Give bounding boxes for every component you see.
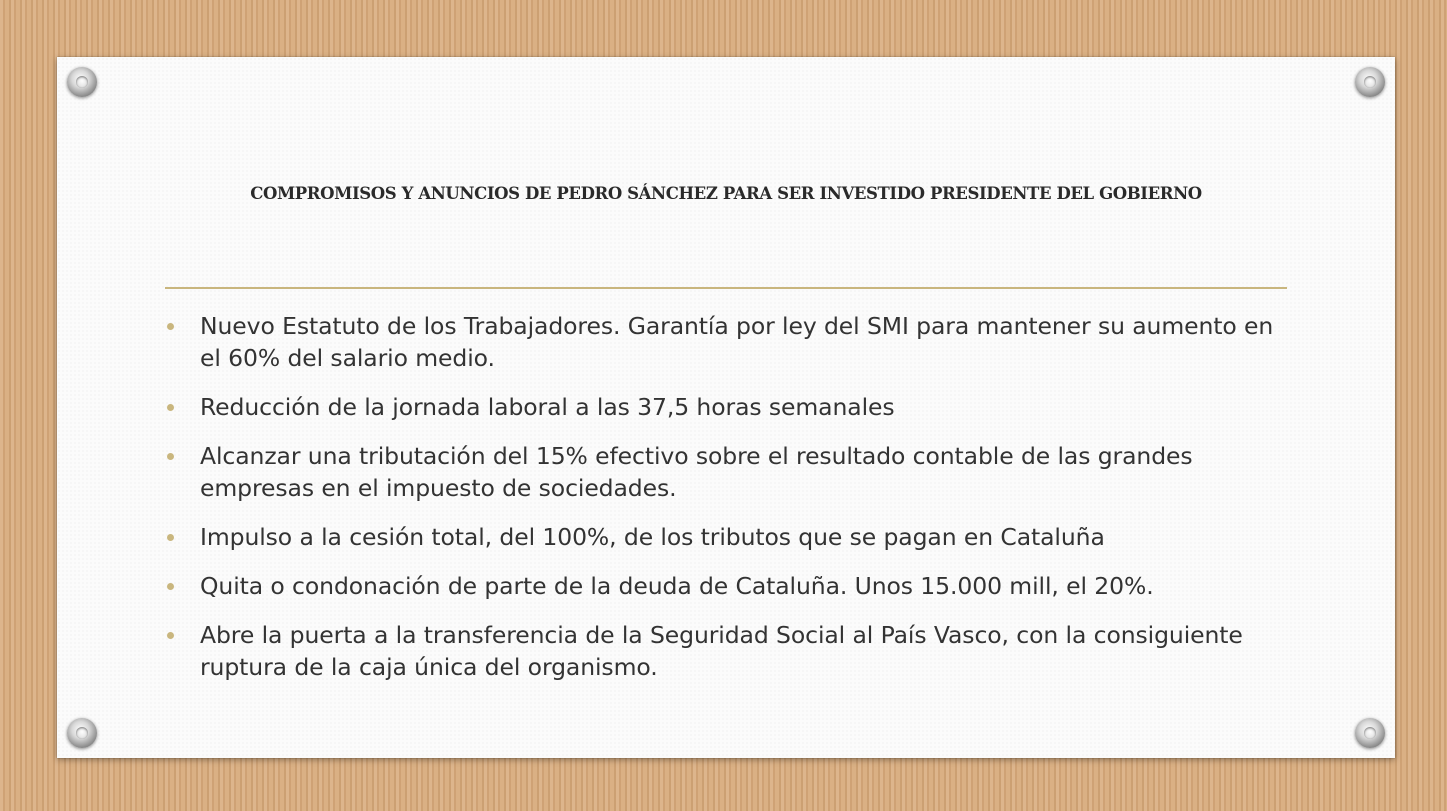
bullet-icon xyxy=(167,453,174,460)
grommet-icon xyxy=(1355,67,1385,97)
slide-card xyxy=(57,57,1395,758)
list-item xyxy=(165,310,1295,374)
slide-title: COMPROMISOS Y ANUNCIOS DE PEDRO SÁNCHEZ PARA SER INVESTIDO PRESIDENTE DEL GOBIERNO xyxy=(250,184,1202,203)
bullet-icon xyxy=(167,404,174,411)
grommet-icon xyxy=(1355,718,1385,748)
list-item-text: Reducción de la jornada laboral a las 37,5 horas semanales xyxy=(200,393,895,421)
bullet-icon xyxy=(167,534,174,541)
bullet-icon xyxy=(167,632,174,639)
list-item xyxy=(165,570,1295,602)
bullet-icon xyxy=(167,323,174,330)
list-item-text: Abre la puerta a la transferencia de la Seguridad Social al País Vasco, con la consiguiente ruptura de la caja única del organismo. xyxy=(200,621,1243,681)
grommet-icon xyxy=(67,67,97,97)
bullet-list xyxy=(165,310,1295,700)
list-item xyxy=(165,391,1295,423)
list-item-text: Alcanzar una tributación del 15% efectivo sobre el resultado contable de las grandes empresas en el impuesto de sociedades. xyxy=(200,442,1193,502)
list-item xyxy=(165,440,1295,504)
list-item-text: Nuevo Estatuto de los Trabajadores. Garantía por ley del SMI para mantener su aumento en el 60% del salario medio. xyxy=(200,312,1274,372)
bullet-icon xyxy=(167,583,174,590)
list-item xyxy=(165,619,1295,683)
list-item-text: Impulso a la cesión total, del 100%, de los tributos que se pagan en Cataluña xyxy=(200,523,1105,551)
grommet-icon xyxy=(67,718,97,748)
list-item xyxy=(165,521,1295,553)
title-divider xyxy=(165,287,1287,289)
list-item-text: Quita o condonación de parte de la deuda de Cataluña. Unos 15.000 mill, el 20%. xyxy=(200,572,1154,600)
